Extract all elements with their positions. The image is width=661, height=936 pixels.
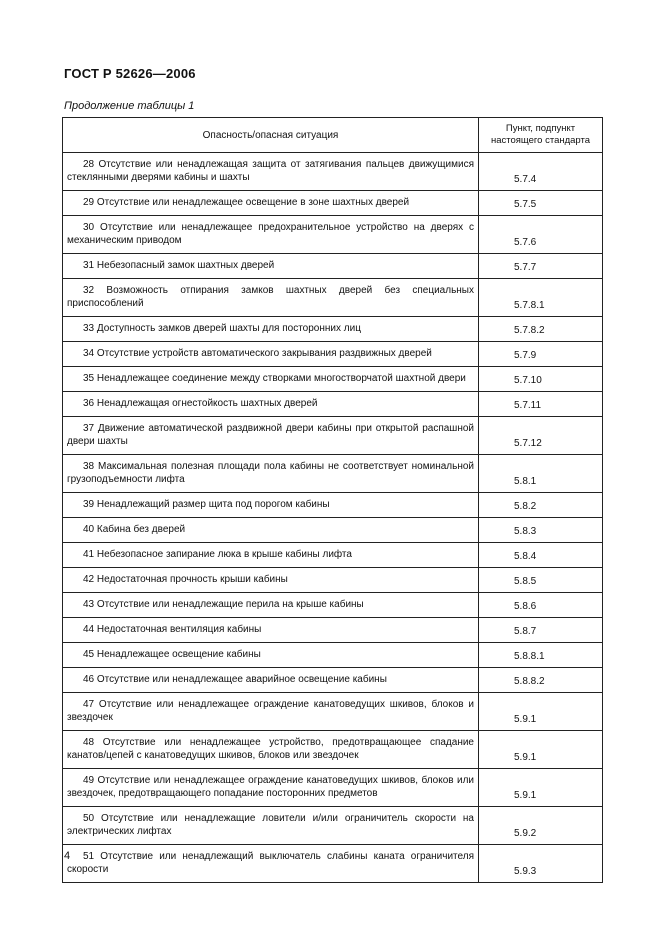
table-row — [63, 593, 603, 618]
hazard-cell — [63, 543, 479, 568]
hazard-cell — [63, 153, 479, 191]
table-row — [63, 769, 603, 807]
hazard-text: 47 Отсутствие или ненадлежащее ограждение канатоведущих шкивов, блоков и звездочек — [67, 699, 474, 723]
clause-ref-cell: 5.7.9 — [479, 342, 603, 367]
hazard-cell — [63, 568, 479, 593]
hazard-cell — [63, 518, 479, 543]
clause-ref-cell: 5.9.3 — [479, 845, 603, 883]
hazard-text: 50 Отсутствие или ненадлежащие ловители и/или ограничитель скорости на электрических лифтах — [67, 813, 474, 837]
clause-ref-cell: 5.7.11 — [479, 392, 603, 417]
table-row — [63, 191, 603, 216]
column-header-hazard: Опасность/опасная ситуация — [63, 118, 479, 153]
hazard-text: 34 Отсутствие устройств автоматического закрывания раздвижных дверей — [83, 348, 432, 359]
hazard-text: 42 Недостаточная прочность крыши кабины — [83, 574, 288, 585]
table-row — [63, 216, 603, 254]
table-body — [63, 153, 603, 883]
clause-ref-cell: 5.7.7 — [479, 254, 603, 279]
hazard-text: 36 Ненадлежащая огнестойкость шахтных дверей — [83, 398, 318, 409]
table-row — [63, 254, 603, 279]
hazard-cell — [63, 367, 479, 392]
clause-ref-cell: 5.7.12 — [479, 417, 603, 455]
hazard-cell — [63, 845, 479, 883]
clause-ref-cell: 5.7.6 — [479, 216, 603, 254]
hazard-text: 49 Отсутствие или ненадлежащее ограждение канатоведущих шкивов, блоков или звездочек, предотвращающего попадание посторонних предметов — [67, 775, 474, 799]
clause-ref-cell: 5.8.3 — [479, 518, 603, 543]
clause-ref-cell: 5.7.5 — [479, 191, 603, 216]
clause-ref-cell: 5.8.6 — [479, 593, 603, 618]
clause-ref-cell: 5.8.5 — [479, 568, 603, 593]
hazard-cell — [63, 643, 479, 668]
hazard-cell — [63, 392, 479, 417]
table-row — [63, 731, 603, 769]
hazard-text: 43 Отсутствие или ненадлежащие перила на крыше кабины — [83, 599, 364, 610]
table-row — [63, 568, 603, 593]
table-row — [63, 493, 603, 518]
hazard-cell — [63, 668, 479, 693]
table-row — [63, 543, 603, 568]
hazard-cell — [63, 731, 479, 769]
hazard-cell — [63, 279, 479, 317]
hazard-cell — [63, 191, 479, 216]
hazard-cell — [63, 493, 479, 518]
hazard-cell — [63, 807, 479, 845]
table-row — [63, 417, 603, 455]
hazard-text: 51 Отсутствие или ненадлежащий выключатель слабины каната ограничителя скорости — [67, 851, 474, 875]
table-row — [63, 618, 603, 643]
hazard-text: 45 Ненадлежащее освещение кабины — [83, 649, 261, 660]
table-row — [63, 367, 603, 392]
hazard-text: 30 Отсутствие или ненадлежащее предохранительное устройство на дверях с механическим приводом — [67, 222, 474, 246]
table-caption: Продолжение таблицы 1 — [64, 100, 195, 112]
hazard-text: 31 Небезопасный замок шахтных дверей — [83, 260, 275, 271]
hazard-cell — [63, 455, 479, 493]
hazard-text: 46 Отсутствие или ненадлежащее аварийное освещение кабины — [83, 674, 387, 685]
clause-ref-cell: 5.8.8.2 — [479, 668, 603, 693]
table-row — [63, 807, 603, 845]
hazard-cell — [63, 618, 479, 643]
table-row — [63, 845, 603, 883]
table-row — [63, 392, 603, 417]
hazard-text: 48 Отсутствие или ненадлежащее устройство, предотвращающее спадание канатов/цепей с канатоведущих шкивов, блоков или звездочек — [67, 737, 474, 761]
clause-ref-cell: 5.9.1 — [479, 693, 603, 731]
hazard-cell — [63, 593, 479, 618]
clause-ref-cell: 5.8.7 — [479, 618, 603, 643]
hazard-text: 37 Движение автоматической раздвижной двери кабины при открытой распашной двери шахты — [67, 423, 474, 447]
hazard-text: 38 Максимальная полезная площади пола кабины не соответствует номинальной грузоподъемности лифта — [67, 461, 474, 485]
table-row — [63, 455, 603, 493]
hazard-cell — [63, 417, 479, 455]
table-row — [63, 518, 603, 543]
document-title: ГОСТ Р 52626—2006 — [64, 66, 196, 81]
table-row — [63, 279, 603, 317]
hazard-text: 29 Отсутствие или ненадлежащее освещение в зоне шахтных дверей — [83, 197, 410, 208]
clause-ref-cell: 5.8.8.1 — [479, 643, 603, 668]
table-row — [63, 693, 603, 731]
hazard-cell — [63, 769, 479, 807]
hazard-cell — [63, 693, 479, 731]
hazard-text: 44 Недостаточная вентиляция кабины — [83, 624, 262, 635]
hazard-cell — [63, 216, 479, 254]
page-number: 4 — [64, 850, 71, 862]
column-header-clause: Пункт, подпункт настоящего стандарта — [479, 118, 603, 153]
hazard-cell — [63, 317, 479, 342]
hazards-table — [62, 117, 603, 883]
hazard-text: 39 Ненадлежащий размер щита под порогом кабины — [83, 499, 330, 510]
clause-ref-cell: 5.8.2 — [479, 493, 603, 518]
hazard-text: 40 Кабина без дверей — [83, 524, 186, 535]
table-header-row — [63, 118, 603, 153]
clause-ref-cell: 5.7.8.1 — [479, 279, 603, 317]
table-row — [63, 668, 603, 693]
table-row — [63, 153, 603, 191]
hazard-text: 28 Отсутствие или ненадлежащая защита от затягивания пальцев движущимися стеклянными дверями кабины и шахты — [67, 159, 474, 183]
table-row — [63, 643, 603, 668]
clause-ref-cell: 5.7.8.2 — [479, 317, 603, 342]
table-row — [63, 317, 603, 342]
clause-ref-cell: 5.8.4 — [479, 543, 603, 568]
clause-ref-cell: 5.9.1 — [479, 769, 603, 807]
hazard-cell — [63, 254, 479, 279]
hazard-text: 33 Доступность замков дверей шахты для посторонних лиц — [83, 323, 361, 334]
hazard-text: 35 Ненадлежащее соединение между створками многостворчатой шахтной двери — [83, 373, 466, 384]
clause-ref-cell: 5.9.1 — [479, 731, 603, 769]
clause-ref-cell: 5.9.2 — [479, 807, 603, 845]
hazard-text: 32 Возможность отпирания замков шахтных дверей без специальных приспособлений — [67, 285, 474, 309]
table-row — [63, 342, 603, 367]
hazard-cell — [63, 342, 479, 367]
hazard-text: 41 Небезопасное запирание люка в крыше кабины лифта — [83, 549, 352, 560]
clause-ref-cell: 5.7.4 — [479, 153, 603, 191]
clause-ref-cell: 5.8.1 — [479, 455, 603, 493]
clause-ref-cell: 5.7.10 — [479, 367, 603, 392]
